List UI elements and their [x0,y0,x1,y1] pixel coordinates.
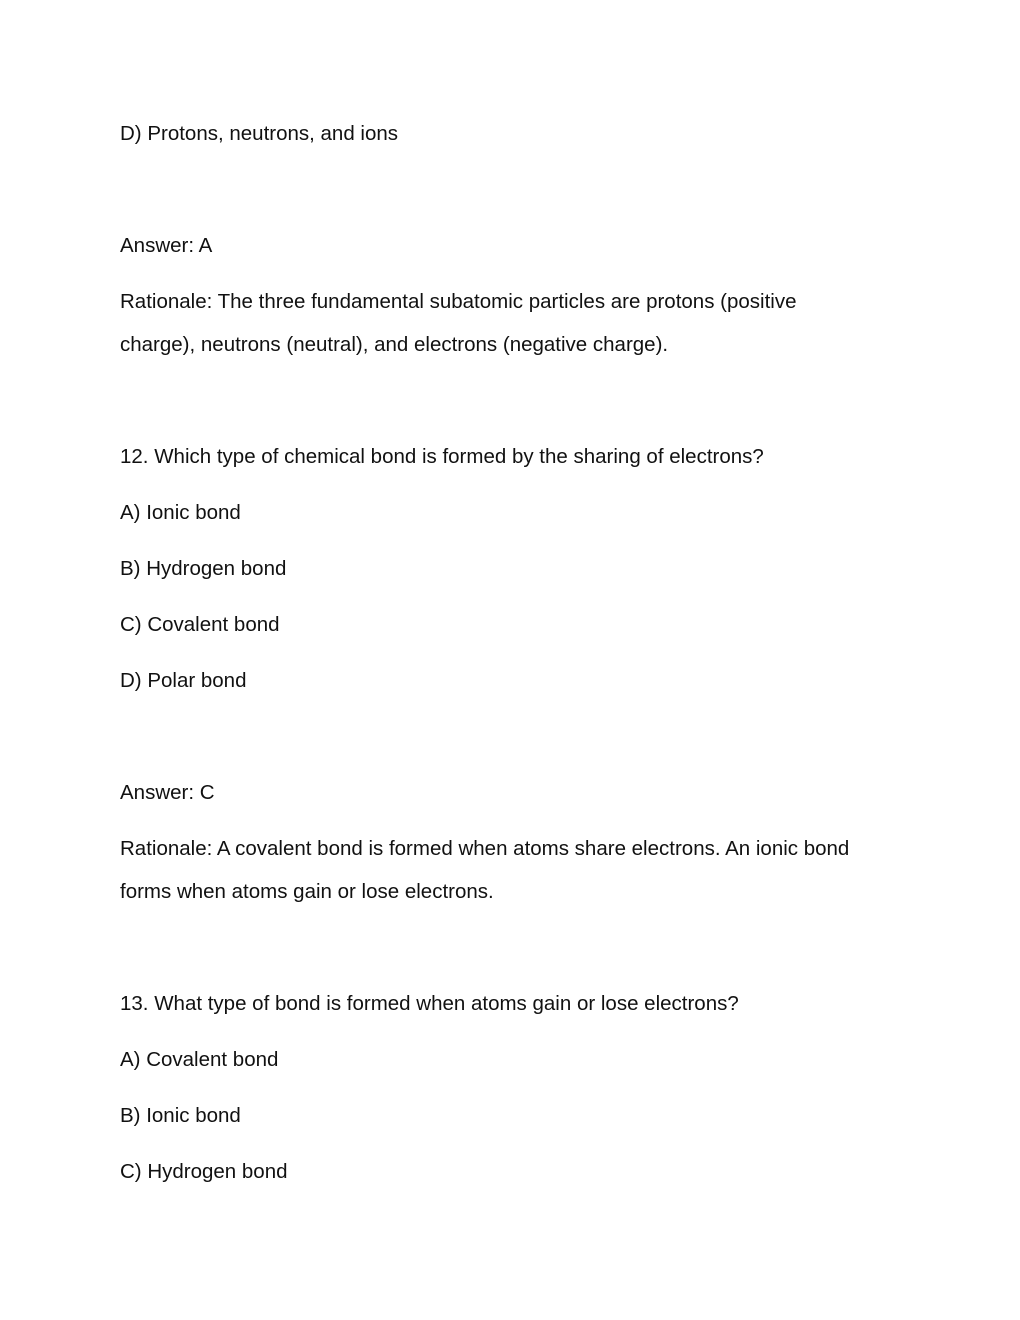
q11-rationale-line-2: charge), neutrons (neutral), and electrons (negative charge). [120,333,669,356]
q13-option-a: A) Covalent bond [120,1048,279,1071]
q12-option-b: B) Hydrogen bond [120,557,287,580]
q12-question: 12. Which type of chemical bond is formed by the sharing of electrons? [120,445,764,468]
q13-question: 13. What type of bond is formed when atoms gain or lose electrons? [120,992,739,1015]
q11-answer: Answer: A [120,234,213,257]
q12-answer: Answer: C [120,781,215,804]
q12-rationale-line-1: Rationale: A covalent bond is formed when atoms share electrons. An ionic bond [120,837,850,860]
q12-option-a: A) Ionic bond [120,501,241,524]
q11-rationale-line-1: Rationale: The three fundamental subatomic particles are protons (positive [120,290,797,313]
q12-option-c: C) Covalent bond [120,613,280,636]
q13-option-b: B) Ionic bond [120,1104,241,1127]
q12-option-d: D) Polar bond [120,669,247,692]
q13-option-c: C) Hydrogen bond [120,1160,288,1183]
q12-rationale-line-2: forms when atoms gain or lose electrons. [120,880,494,903]
q11-option-d: D) Protons, neutrons, and ions [120,122,399,145]
